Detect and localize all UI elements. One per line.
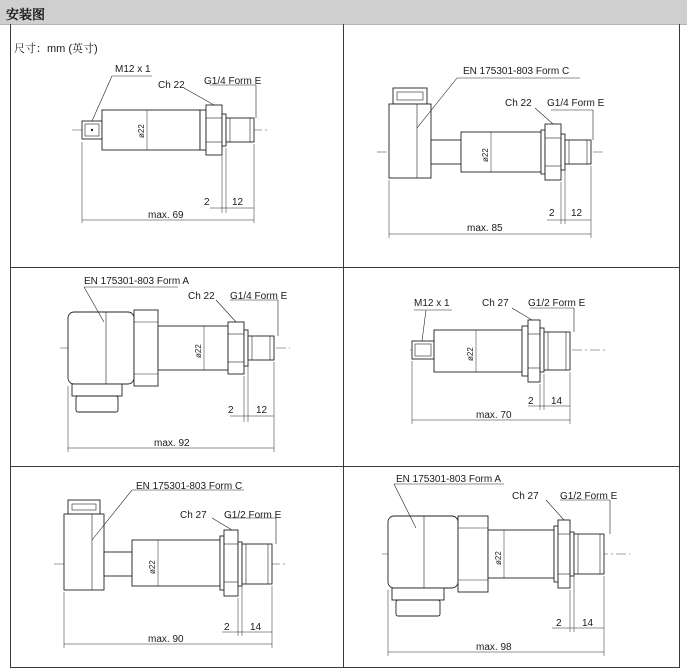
callout-thread: G1/2 Form E [224,510,282,521]
dim-max-length: max. 98 [476,642,512,653]
units-note: 尺寸：mm (英寸) [14,43,98,55]
callout-hex: Ch 22 [158,80,185,91]
dim-thread: 12 [256,405,268,416]
callout-connector: M12 x 1 [414,298,450,309]
drawing-m12-g12 [408,288,608,438]
diameter-label: ø22 [494,551,503,565]
dim-gap: 2 [204,197,210,208]
dim-gap: 2 [224,622,230,633]
drawing-formc-g12 [52,478,287,650]
dim-gap: 2 [549,208,555,219]
section-header [0,0,687,25]
dim-thread: 12 [232,197,244,208]
dim-max-length: max. 70 [476,410,512,421]
diameter-label: ø22 [194,344,203,358]
callout-hex: Ch 27 [512,491,539,502]
callout-hex: Ch 22 [188,291,215,302]
dim-max-length: max. 92 [154,438,190,449]
dim-max-length: max. 90 [148,634,184,645]
callout-thread: G1/2 Form E [560,491,618,502]
dim-gap: 2 [528,396,534,407]
callout-thread: G1/4 Form E [547,98,605,109]
diameter-label: ø22 [481,148,490,162]
grid-divider-row-1 [10,267,680,268]
callout-connector: EN 175301-803 Form A [396,474,502,485]
dim-thread: 14 [250,622,262,633]
drawing-formc-g14 [375,58,605,240]
dim-thread: 14 [582,618,594,629]
callout-connector: EN 175301-803 Form A [84,276,190,287]
dim-max-length: max. 85 [467,223,503,234]
dim-thread: 14 [551,396,563,407]
drawing-forma-g14 [58,272,290,454]
callout-connector: M12 x 1 [115,64,151,75]
callout-thread: G1/2 Form E [528,298,586,309]
callout-connector: EN 175301-803 Form C [463,66,570,77]
callout-thread: G1/4 Form E [230,291,288,302]
grid-divider-row-2 [10,466,680,467]
callout-thread: G1/4 Form E [204,76,262,87]
diameter-label: ø22 [137,124,146,138]
grid-divider-vertical [343,24,344,668]
callout-hex: Ch 22 [505,98,532,109]
drawing-m12-g14 [70,58,270,228]
callout-hex: Ch 27 [482,298,509,309]
dim-gap: 2 [556,618,562,629]
diameter-label: ø22 [466,347,475,361]
callout-connector: EN 175301-803 Form C [136,481,243,492]
grid-border-left [10,24,11,668]
diameter-label: ø22 [148,560,157,574]
dim-thread: 12 [571,208,583,219]
drawing-forma-g12 [380,472,630,656]
dim-gap: 2 [228,405,234,416]
grid-border-right [679,24,680,668]
section-title: 安装图 [6,7,46,22]
dim-max-length: max. 69 [148,210,184,221]
callout-hex: Ch 27 [180,510,207,521]
